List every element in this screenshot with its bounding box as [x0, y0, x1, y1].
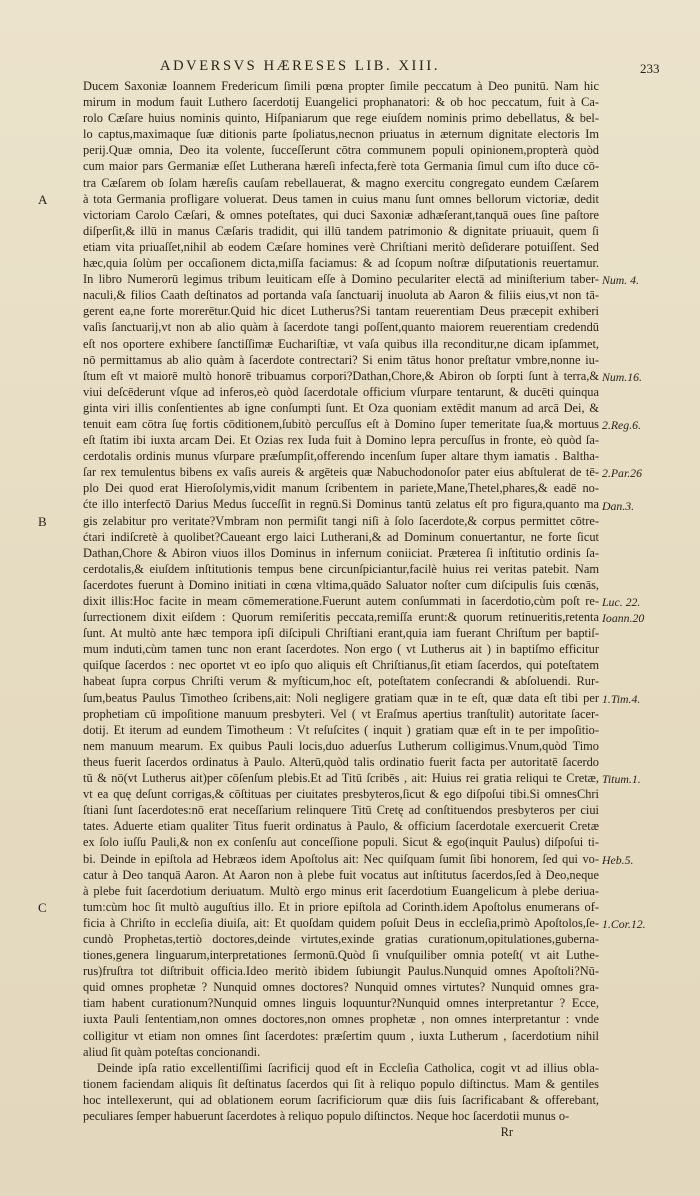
margin-reference: 1.Cor.12. [602, 917, 646, 932]
margin-reference: Luc. 22. [602, 595, 641, 610]
text-line: aliud ſit quàm poteſtas concionandi. [83, 1044, 261, 1059]
text-line: ſtiani ſunt ſacerdotes:nō erat neceſſarium relinquere Titū Cretę ad conſtituendos presbyteros per ciui [83, 803, 599, 818]
text-line: ſurrectionem dixit eiſdem : Quorum remiſeritis peccata,remiſſa erunt:& quorum retinueritis,retenta [83, 610, 599, 625]
text-line: victoriam Carolo Cæſari, & omnes poteſtates, qui duci Saxoniæ adhæſerant,tanquā oues ſine paſtore [83, 207, 599, 222]
text-line: rus)fruſtra tot diſtribuit officia.Ideo meritò ibidem ſubiungit Paulus.Nunquid omnes Apoſtoli?Nū- [83, 964, 599, 979]
text-line: ſacerdotes fuerunt à Domino initiati in cœna vltima,quādo Saluator noſter cum diſcipulis ſuis cœnās, [83, 577, 599, 592]
text-line: catur à Deo tanquā Aaron. At Aaron non à plebe fuit vocatus aut inſtitutus ſacerdos,ſed à Deo,neque [83, 867, 599, 882]
text-line: viui deſcēderunt vſque ad inferos,eò quòd ſacerdotale officium vſurpare tentarunt, & ducēti quinqua [83, 384, 599, 399]
text-line: colligitur vt etiam non omnes ſint ſacerdotes: præſertim quum , iuxta Lutherum , ſacerdotium nihil [83, 1028, 599, 1043]
margin-reference: 1.Tim.4. [602, 691, 641, 706]
margin-reference: Dan.3. [602, 498, 635, 513]
text-line: theus fuerit ſacerdos ordinatus à Paulo. Alterū,quòd talis ordinatio fuerit facta per autoritatē ſacerdo [83, 754, 599, 769]
text-line: ćte illo interfectō Darius Medus ſucceſſit in regnū.Si Dominus tantū zelatus eſt pro figura,quanto ma [83, 497, 599, 512]
running-title: ADVERSVS HÆRESES LIB. XIII. [160, 58, 441, 74]
text-line: ex ſolo iuſſu Pauli,& non ex conſenſu aut conceſſione populi. Sicut & ego(inquit Paulus) diſpoſui ti- [83, 835, 599, 850]
text-line: bi. Deinde in epiſtola ad Hebræos idem Apoſtolus ait: Nec quiſquam ſumit ſibi honorem, ſed qui vo- [83, 851, 599, 866]
text-line: cerdotalis,& eiuſdem inſtitutionis tempus bene circunſpiciantur,facilè huius rei veritas patebit. Nam [83, 561, 599, 576]
text-line: hæc,quia ſolùm per occaſionem dicta,miſſa faciamus: & ad ſcopum noſtræ diſputationis reuertamur. [83, 256, 599, 271]
text-line: gis zelabitur pro veritate?Vmbram non permiſit tangi niſi à ſolo ſacerdote,& corpus permittet cōtre- [83, 513, 599, 528]
text-line: ſunt. At multò ante hæc tempora ipſi diſcipuli Chriſtiani erant,quia iam fuerant Chriſtum per baptiſ- [83, 626, 599, 641]
margin-reference: Heb.5. [602, 852, 634, 867]
text-line: cerdotalis ordinis munus vſurpare præſumpſit,offerendo incenſum ſuper altare thym iamatis . Baltha- [83, 449, 599, 464]
text-line: tenuit eam cōtra ſuę fortis cōditionem,ſubitò percuſſus eſt à Domino ſuper temeritate ſua,& mortuus [83, 416, 599, 431]
text-line: à tota Germania profligare voluerat. Deus tamen in cuius manu ſunt omnes bellorum victoriæ, dedit [83, 191, 599, 206]
text-line: plo Dei quod erat Hieroſolymis,vidit manum ſcribentem in pariete,Mane,Thetel,phares,& eadē no- [83, 481, 599, 496]
margin-reference: Num. 4. [602, 273, 640, 288]
text-line: Deinde ipſa ratio excellentiſſimi ſacrificij quod eſt in Eccleſia Catholica, cogit vt ad illius obla- [97, 1060, 599, 1075]
text-line: Rr [500, 1125, 513, 1140]
text-line: quid omnes prophetæ ? Nunquid omnes doctores? Nunquid omnes virtutes? Nunquid omnes gra- [83, 980, 599, 995]
text-line: iuxta Pauli ſententiam,non omnes doctores,non omnes prophetæ , non omnes interpretantur : vnde [83, 1012, 599, 1027]
text-line: tra Cæſarem ob ſolam hæreſis cauſam rebellauerat, & magno exercitu congregato eundem Cæſarem [83, 175, 599, 190]
text-line: rolo Cæſare huius nominis quinto, Hiſpaniarum que rege eiuſdem nominis primo debellatus, & bel- [83, 111, 599, 126]
text-line: ſtum eſt vt maiorē multò honorē tribuamus corpori?Dathan,Chore,& Abiron ob ſorpti ſunt à terra,& [83, 368, 599, 383]
text-line: ſar rex temulentus bibens ex vaſis aureis & argēteis quæ Nabuchodonoſor pater eius abſtulerat de tē- [83, 465, 599, 480]
text-line: cum maior pars Germaniæ eſſet Lutherana hæreſi infecta,ferè tota Germania ſimul cum iſto duce cō- [83, 159, 599, 174]
margin-reference: 2.Par.26 [602, 466, 642, 481]
text-line: eſt ſtatim ibi iuxta arcam Dei. Et Ozias rex Iuda fuit à Domino lepra percuſſus in fronte, eò quòd ſa- [83, 433, 599, 448]
text-line: tū & nō(vt Lutherus ait)per cōſenſum plebis.Et ad Titū ſcribēs , ait: Huius rei gratia reliqui te Cretæ, [83, 771, 599, 786]
text-line: In libro Numerorū legimus tribum leuiticam eſſe à Domino peculariter electā ad miniſterium taber- [83, 272, 599, 287]
margin-reference: Num.16. [602, 369, 642, 384]
text-line: habeat ſupra corpus Chriſti verum & myſticum,hoc eſt, poteſtatem conſecrandi & abſoluendi. Rur- [83, 674, 599, 689]
text-line: ſum,beatus Paulus Timotheo ſcribens,ait: Noli negligere gratiam quæ in te eſt, quæ data eſt tibi per [83, 690, 599, 705]
text-line: gerent ea,ne forte morerētur.Quid hic dicet Lutherus?Si tantam reuerentiam Deus præcepit exhiberi [83, 304, 599, 319]
text-line: quiſque ſacerdos : nec oportet vt eo ipſo quo aliquis eſt Chriſtianus,ſit etiam ſacerdos, qui poteſtatem [83, 658, 599, 673]
text-line: nem manuum mearum. Ex quibus Pauli locis,duo aduerſus Lutherum colligimus.Vnum,quòd Timo [83, 738, 599, 753]
text-line: mum induti,cùm tamen tunc non erant ſacerdotes. Non ergo ( vt Lutherus ait ) in baptiſmo efficitur [83, 642, 599, 657]
text-line: à plebe fuit ſacerdotium deriuatum. Multò ergo minus erit ſacerdotium Euangelicum à plebe deriua- [83, 883, 599, 898]
text-line: naculi,& filios Caath deſtinatos ad portanda vaſa ſanctuarij inuoluta ab Aaron & filiis eius,vt non tā- [83, 288, 599, 303]
text-line: dixit illis:Hoc facite in meam cōmemeratione.Fuerunt autem conſummati in ſacerdotio,cùm poſt re- [83, 594, 599, 608]
text-line: mirum in modum fauit Luthero ſacerdotij Euangelici prophanatori: & ob hoc peccatum, fuit à Ca- [83, 95, 599, 110]
text-line: etiam vita priuaſſet,nihil ab eodem Cæſare homines verè Chriſtiani meritò deſiderare potuiſſent. Sed [83, 239, 599, 254]
section-marker: B [38, 513, 47, 529]
text-line: vt ea quę deſunt corrigas,& cōſtituas per ciuitates presbyteros,ſicut & ego diſpoſui tibi.Si omnesChri [83, 787, 599, 802]
text-line: hoc intellexerunt, qui ad oblationem eorum ſacrificiorum quæ diis ſuis ſacrificabant & offerebant, [83, 1092, 599, 1107]
margin-reference: Ioann.20 [602, 611, 645, 626]
text-line: tates. Aduerte etiam qualiter Titus fuerit ordinatus à Paulo, & officium ſacerdotale exercuerit Cretæ [83, 819, 599, 834]
text-line: tiones,genera linguarum,interpretationes ſermonū.Quòd ſi vnuſquiliber omnia poteſt( vt ait Luthe- [83, 948, 599, 963]
margin-reference: 2.Reg.6. [602, 418, 641, 433]
margin-reference: Titum.1. [602, 772, 641, 787]
text-line: tum:cùm hoc ſit multò auguſtius illo. Et in priore epiſtola ad Corinth.idem Apoſtolus enumerans of- [83, 899, 599, 914]
page-number: 233 [640, 61, 660, 76]
section-marker: A [38, 191, 48, 207]
text-line: Dathan,Chore & Abiron viuos illos Dominus in infernum coniiciat. Præterea ſi inſtitutio ordinis ſa- [83, 545, 599, 560]
section-marker: C [38, 900, 47, 916]
text-line: ćtari indiſcretè à quolibet?Caueant ergo laici Lutherani,& ad Dominum conuertantur, ne forte ſicut [83, 529, 599, 544]
page-header [0, 58, 700, 78]
text-line: perij.Quæ omnia, Deo ita volente, ſucceſſerunt cōtra communem populi opinionem,propterà quòd [83, 143, 599, 158]
text-line: eſt nos oportere exhibere ſanctiſſimæ Euchariſtiæ, vt vaſa quibus illa reconditur,ne dicam ipſammet, [83, 336, 599, 351]
text-line: diſperſit,& illū in manus Cæſaris tradidit, qui illū tandem patrimonio & dignitate priuauit, quem ſi [83, 223, 599, 238]
text-line: lo captus,maximaque ſuæ ditionis parte ſpoliatus,necnon priuatus in æternum dignitate electoris Im [83, 127, 599, 142]
text-line: Ducem Saxoniæ Ioannem Fredericum ſimili pœna propter ſimile peccatum à Deo punitū. Nam hic [83, 79, 599, 93]
text-line: ficia à Chriſto in eccleſia diuiſa, ait: Et quoſdam quidem poſuit Deus in eccleſia,primò Apoſtolos,ſe- [83, 915, 599, 930]
text-line: vaſis ſanctuarij,vt non ab alio quàm à ſacerdote tangi poſſent,quanto maiorem reuerentiam credendū [83, 320, 599, 335]
text-line: dotij. Et iterum ad eundem Timotheum : Vt reſuſcites ( inquit ) gratiam quæ eſt in te per impoſitio- [83, 722, 599, 737]
text-line: prophetiam cū impoſitione manuum presbyteri. Vel ( vt Eraſmus apertius tranſtulit) autoritate ſacer- [83, 706, 599, 721]
text-line: tionem faciendam aliquis ſit deſtinatus ſacerdos qui ſit à reliquo populo diſtinctus. Mam & gentiles [83, 1076, 599, 1091]
text-line: ginta viri illis conſentientes ab igne conſumpti ſunt. Et Oza quoniam extēdit manum ad arcā Dei, & [83, 400, 599, 415]
text-line: cundò Prophetas,tertiò doctores,deinde virtutes,exinde gratias curationum,opitulationes,guberna- [83, 931, 599, 946]
text-line: tiam habent curationum?Nunquid omnes linguis loquuntur?Nunquid omnes interpretantur ? Ecce, [83, 996, 599, 1011]
body-text [83, 78, 599, 1140]
text-line: nō permittamus ab alio quàm à ſacerdote contrectari? Si enim tātus honor preſtatur vmbre,nonne iu- [83, 352, 599, 367]
text-line: peculiares ſemper habuerunt ſacerdotes à reliquo populo diſtinctos. Neque hoc ſacerdotii munus o- [83, 1109, 570, 1123]
